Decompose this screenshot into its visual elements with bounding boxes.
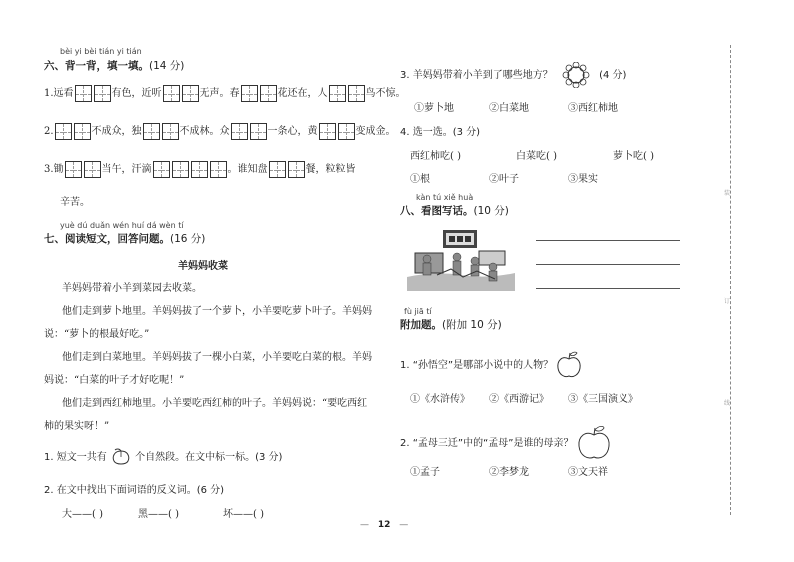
- blank-box[interactable]: [162, 123, 179, 140]
- story-p4-line1: 他们走到西红柿地里。小羊要吃西红柿的叶子。羊妈妈说：“要吃西红: [62, 398, 368, 409]
- r-q3-opt1[interactable]: ①萝卜地: [414, 103, 454, 114]
- story-p3-line2: 妈说：“白菜的叶子才好吃呢！”: [44, 375, 185, 386]
- story-p3-line1: 他们走到白菜地里。羊妈妈拔了一棵小白菜，小羊要吃白菜的根。羊妈: [62, 352, 372, 363]
- extra-q1-opt1[interactable]: ①《水浒传》: [410, 394, 470, 405]
- blank-box[interactable]: [241, 85, 258, 102]
- blank-box[interactable]: [84, 161, 101, 178]
- section6-pinyin: bèi yi bèi tián yi tián: [60, 47, 142, 56]
- section7-pinyin: yuè dú duǎn wén huí dá wèn tí: [60, 221, 184, 230]
- s6-q3: 3.锄 当午，汗滴 。谁知盘 餐，粒粒皆: [44, 160, 356, 178]
- extra-q1-opt2[interactable]: ②《西游记》: [489, 394, 549, 405]
- extra-q2-opt2[interactable]: ②李梦龙: [489, 467, 529, 478]
- extra-title: 附加题。(附加 10 分): [400, 319, 502, 331]
- blank-box[interactable]: [55, 123, 72, 140]
- section8-pinyin: kàn tú xiě huà: [416, 193, 474, 202]
- r-q4-opt2: ②叶子: [489, 174, 519, 185]
- apple-icon: [577, 425, 611, 461]
- binding-mark-1: 装: [724, 190, 731, 197]
- blank-box[interactable]: [231, 123, 248, 140]
- blank-box[interactable]: [94, 85, 111, 102]
- s7-q2: 2. 在文中找出下面词语的反义词。(6 分): [44, 485, 225, 496]
- blank-box[interactable]: [182, 85, 199, 102]
- blank-box[interactable]: [210, 161, 227, 178]
- r-q4-item3[interactable]: 萝卜吃( ): [613, 151, 654, 162]
- extra-q2: 2. “孟母三迁”中的“孟母”是谁的母亲？: [400, 425, 611, 461]
- r-q3: 3. 羊妈妈带着小羊到了哪些地方？ (4 分): [400, 62, 626, 88]
- blank-box[interactable]: [269, 161, 286, 178]
- section7-title: 七、阅读短文，回答问题。(16 分): [44, 233, 206, 245]
- blank-box[interactable]: [329, 85, 346, 102]
- extra-q1: 1. “孙悟空”是哪部小说中的人物？: [400, 351, 582, 379]
- peach-answer-icon[interactable]: [110, 448, 132, 466]
- story-p4-line2: 柿的果实呀！”: [44, 421, 110, 432]
- writing-line-1[interactable]: [536, 240, 680, 241]
- story-p1: 羊妈妈带着小羊到菜园去收菜。: [62, 283, 202, 294]
- page-number: — 12 —: [360, 520, 409, 530]
- blank-box[interactable]: [250, 123, 267, 140]
- blank-box[interactable]: [191, 161, 208, 178]
- blank-box[interactable]: [153, 161, 170, 178]
- classroom-illustration: [405, 227, 517, 293]
- r-q4-opt3: ③果实: [568, 174, 598, 185]
- antonym-3[interactable]: 坏——( ): [223, 509, 264, 520]
- story-title: 羊妈妈收菜: [178, 261, 228, 272]
- blank-box[interactable]: [172, 161, 189, 178]
- s7-q1: 1. 短文一共有 个自然段。在文中标一标。(3 分): [44, 448, 282, 466]
- binding-mark-2: 订: [724, 298, 731, 305]
- r-q4-opt1: ①根: [410, 174, 430, 185]
- s6-q1: 1.远看 有色，近听 无声。春 花还在，人 鸟不惊。: [44, 84, 406, 102]
- binding-mark-3: 线: [724, 400, 731, 407]
- extra-q2-opt1[interactable]: ①孟子: [410, 467, 440, 478]
- blank-box[interactable]: [143, 123, 160, 140]
- apple-icon: [556, 351, 582, 379]
- blank-box[interactable]: [288, 161, 305, 178]
- antonym-1[interactable]: 大——( ): [62, 509, 103, 520]
- writing-line-3[interactable]: [536, 288, 680, 289]
- s6-q3-cont: 辛苦。: [60, 197, 90, 208]
- s6-q2: 2. 不成众，独 不成林。众 一条心，黄 变成金。: [44, 122, 396, 140]
- writing-line-2[interactable]: [536, 264, 680, 265]
- blank-box[interactable]: [65, 161, 82, 178]
- flower-circle-icon: [556, 62, 596, 88]
- extra-q2-opt3[interactable]: ③文天祥: [568, 467, 608, 478]
- r-q3-opt2[interactable]: ②白菜地: [489, 103, 529, 114]
- blank-box[interactable]: [319, 123, 336, 140]
- blank-box[interactable]: [338, 123, 355, 140]
- extra-pinyin: fù jiā tí: [404, 307, 432, 316]
- story-p2-line2: 说：“萝卜的根最好吃。”: [44, 329, 150, 340]
- r-q4: 4. 选一选。(3 分): [400, 127, 481, 138]
- extra-q1-opt3[interactable]: ③《三国演义》: [568, 394, 638, 405]
- blank-box[interactable]: [75, 85, 92, 102]
- r-q4-item1[interactable]: 西红柿吃( ): [410, 151, 461, 162]
- blank-box[interactable]: [163, 85, 180, 102]
- section6-title: 六、背一背，填一填。(14 分): [44, 60, 185, 72]
- r-q4-item2[interactable]: 白菜吃( ): [516, 151, 557, 162]
- binding-line: [730, 45, 731, 515]
- section8-title: 八、看图写话。(10 分): [400, 205, 509, 217]
- r-q3-opt3[interactable]: ③西红柿地: [568, 103, 618, 114]
- blank-box[interactable]: [348, 85, 365, 102]
- blank-box[interactable]: [260, 85, 277, 102]
- antonym-2[interactable]: 黑——( ): [138, 509, 179, 520]
- story-p2-line1: 他们走到萝卜地里。羊妈妈拔了一个萝卜，小羊要吃萝卜叶子。羊妈妈: [62, 306, 372, 317]
- blank-box[interactable]: [74, 123, 91, 140]
